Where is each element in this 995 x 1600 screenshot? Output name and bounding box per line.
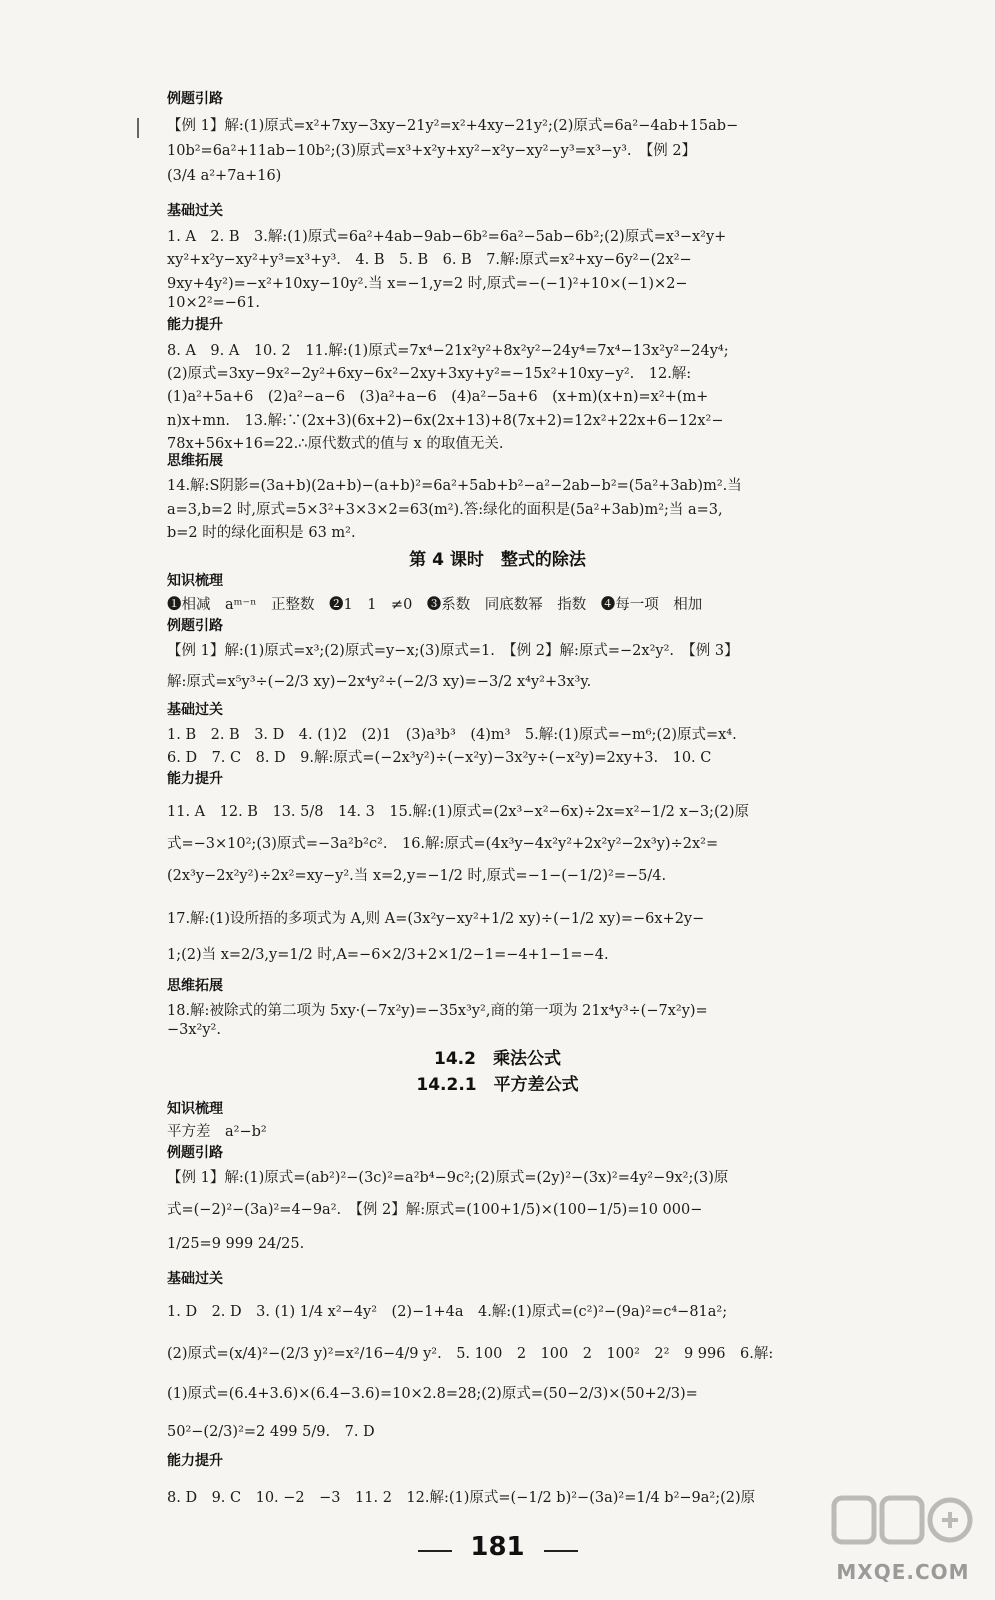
answer-line: 1;(2)当 x=2/3,y=1/2 时,A=−6×2/3+2×1/2−1=−4+1−1=−4. [167,947,609,963]
answer-line: (2)原式=3xy−9x²−2y²+6xy−6x²−2xy+3xy+y²=−15x²+10xy−y². 12.解: [167,366,692,382]
answer-line: (2x³y−2x²y²)÷2x²=xy−y².当 x=2,y=−1/2 时,原式=−1−(−1/2)²=−5/4. [167,868,667,884]
answer-line: n)x+mn. 13.解:∵(2x+3)(6x+2)−6x(2x+13)+8(7x+2)=12x²+22x+6−12x²− [167,413,724,429]
answer-line: xy²+x²y−xy²+y³=x³+y³. 4. B 5. B 6. B 7.解:原式=x²+xy−6y²−(2x²− [167,252,692,268]
section-heading: 例题引路 [167,1145,223,1161]
answer-line: (3/4 a²+7a+16) [167,168,282,184]
answer-line: 9xy+4y²)=−x²+10xy−10y².当 x=−1,y=2 时,原式=−(−1)²+10×(−1)×2− [167,276,688,292]
margin-mark [137,128,139,138]
section-heading: 基础过关 [167,1271,223,1287]
answer-line: 8. A 9. A 10. 2 11.解:(1)原式=7x⁴−21x²y²+8x²y²−24y⁴=7x⁴−13x²y²−24y⁴; [167,343,729,359]
answer-line: b=2 时的绿化面积是 63 m². [167,525,356,541]
answer-line: −3x²y². [167,1022,221,1038]
lesson-title: 第 4 课时 整式的除法 [409,550,586,570]
answer-line: 8. D 9. C 10. −2 −3 11. 2 12.解:(1)原式=(−1/2 b)²−(3a)²=1/4 b²−9a²;(2)原 [167,1490,756,1506]
answer-line: 式=(−2)²−(3a)²=4−9a². 【例 2】解:原式=(100+1/5)×(100−1/5)=10 000− [167,1202,703,1218]
answer-line: 50²−(2/3)²=2 499 5/9. 7. D [167,1424,375,1440]
answer-line: 【例 1】解:(1)原式=(ab²)²−(3c)²=a²b⁴−9c²;(2)原式=(2y)²−(3x)²=4y²−9x²;(3)原 [167,1170,729,1186]
subsection-title: 14.2.1 平方差公式 [416,1075,579,1095]
section-heading: 能力提升 [167,1453,223,1469]
answer-line: 1. D 2. D 3. (1) 1/4 x²−4y² (2)−1+4a 4.解:(1)原式=(c²)²−(9a)²=c⁴−81a²; [167,1304,728,1320]
answer-line: 1. B 2. B 3. D 4. (1)2 (2)1 (3)a³b³ (4)m³ 5.解:(1)原式=−m⁶;(2)原式=x⁴. [167,727,737,743]
answer-line: 11. A 12. B 13. 5/8 14. 3 15.解:(1)原式=(2x³−x²−6x)÷2x=x²−1/2 x−3;(2)原 [167,804,749,820]
answer-line: 6. D 7. C 8. D 9.解:原式=(−2x³y²)÷(−x²y)−3x²y÷(−x²y)=2xy+3. 10. C [167,750,712,766]
section-heading: 知识梳理 [167,1101,223,1117]
answer-line: ❶相减 aᵐ⁻ⁿ 正整数 ❷1 1 ≠0 ❸系数 同底数幂 指数 ❹每一项 相加 [167,597,703,613]
section-heading: 基础过关 [167,203,223,219]
section-heading: 基础过关 [167,702,223,718]
answer-line: (1)a²+5a+6 (2)a²−a−6 (3)a²+a−6 (4)a²−5a+6 (x+m)(x+n)=x²+(m+ [167,389,709,405]
page-number: 181 [470,1532,525,1562]
answer-line: (1)原式=(6.4+3.6)×(6.4−3.6)=10×2.8=28;(2)原式=(50−2/3)×(50+2/3)= [167,1386,698,1402]
section-heading: 能力提升 [167,771,223,787]
answer-line: 解:原式=x⁵y³÷(−2/3 xy)−2x⁴y²÷(−2/3 xy)=−3/2 x⁴y²+3x³y. [167,674,592,690]
answer-line: 78x+56x+16=22.∴原代数式的值与 x 的取值无关. [167,436,504,452]
answer-line: 14.解:S阴影=(3a+b)(2a+b)−(a+b)²=6a²+5ab+b²−a²−2ab−b²=(5a²+3ab)m².当 [167,478,742,494]
margin-mark [137,118,139,128]
answer-line: (2)原式=(x/4)²−(2/3 y)²=x²/16−4/9 y². 5. 100 2 100 2 100² 2² 9 996 6.解: [167,1346,774,1362]
answer-line: 【例 1】解:(1)原式=x²+7xy−3xy−21y²=x²+4xy−21y²;(2)原式=6a²−4ab+15ab− [167,118,739,134]
answer-line: a=3,b=2 时,原式=5×3²+3×3×2=63(m²).答:绿化的面积是(5a²+3ab)m²;当 a=3, [167,502,723,518]
section-heading: 思维拓展 [167,453,223,469]
answer-line: 式=−3×10²;(3)原式=−3a²b²c². 16.解:原式=(4x³y−4x²y²+2x²y²−2x³y)÷2x²= [167,836,719,852]
page-number-dash-right [544,1550,578,1552]
section-heading: 知识梳理 [167,573,223,589]
section-heading: 思维拓展 [167,978,223,994]
section-heading: 能力提升 [167,317,223,333]
answer-line: 平方差 a²−b² [167,1124,267,1140]
answer-line: 10b²=6a²+11ab−10b²;(3)原式=x³+x²y+xy²−x²y−xy²−y³=x³−y³. 【例 2】 [167,143,697,159]
section-heading: 例题引路 [167,91,223,107]
answer-line: 17.解:(1)设所捂的多项式为 A,则 A=(3x²y−xy²+1/2 xy)÷(−1/2 xy)=−6x+2y− [167,911,705,927]
section-heading: 例题引路 [167,618,223,634]
answer-line: 10×2²=−61. [167,295,260,311]
answer-line: 1. A 2. B 3.解:(1)原式=6a²+4ab−9ab−6b²=6a²−5ab−6b²;(2)原式=x³−x²y+ [167,229,727,245]
answer-line: 【例 1】解:(1)原式=x³;(2)原式=y−x;(3)原式=1. 【例 2】解:原式=−2x²y². 【例 3】 [167,643,739,659]
answer-line: 1/25=9 999 24/25. [167,1236,305,1252]
watermark-text: MXQE.COM [836,1560,970,1584]
answer-line: 18.解:被除式的第二项为 5xy·(−7x²y)=−35x³y²,商的第一项为 21x⁴y³÷(−7x²y)= [167,1003,708,1019]
chapter-title: 14.2 乘法公式 [434,1049,561,1069]
